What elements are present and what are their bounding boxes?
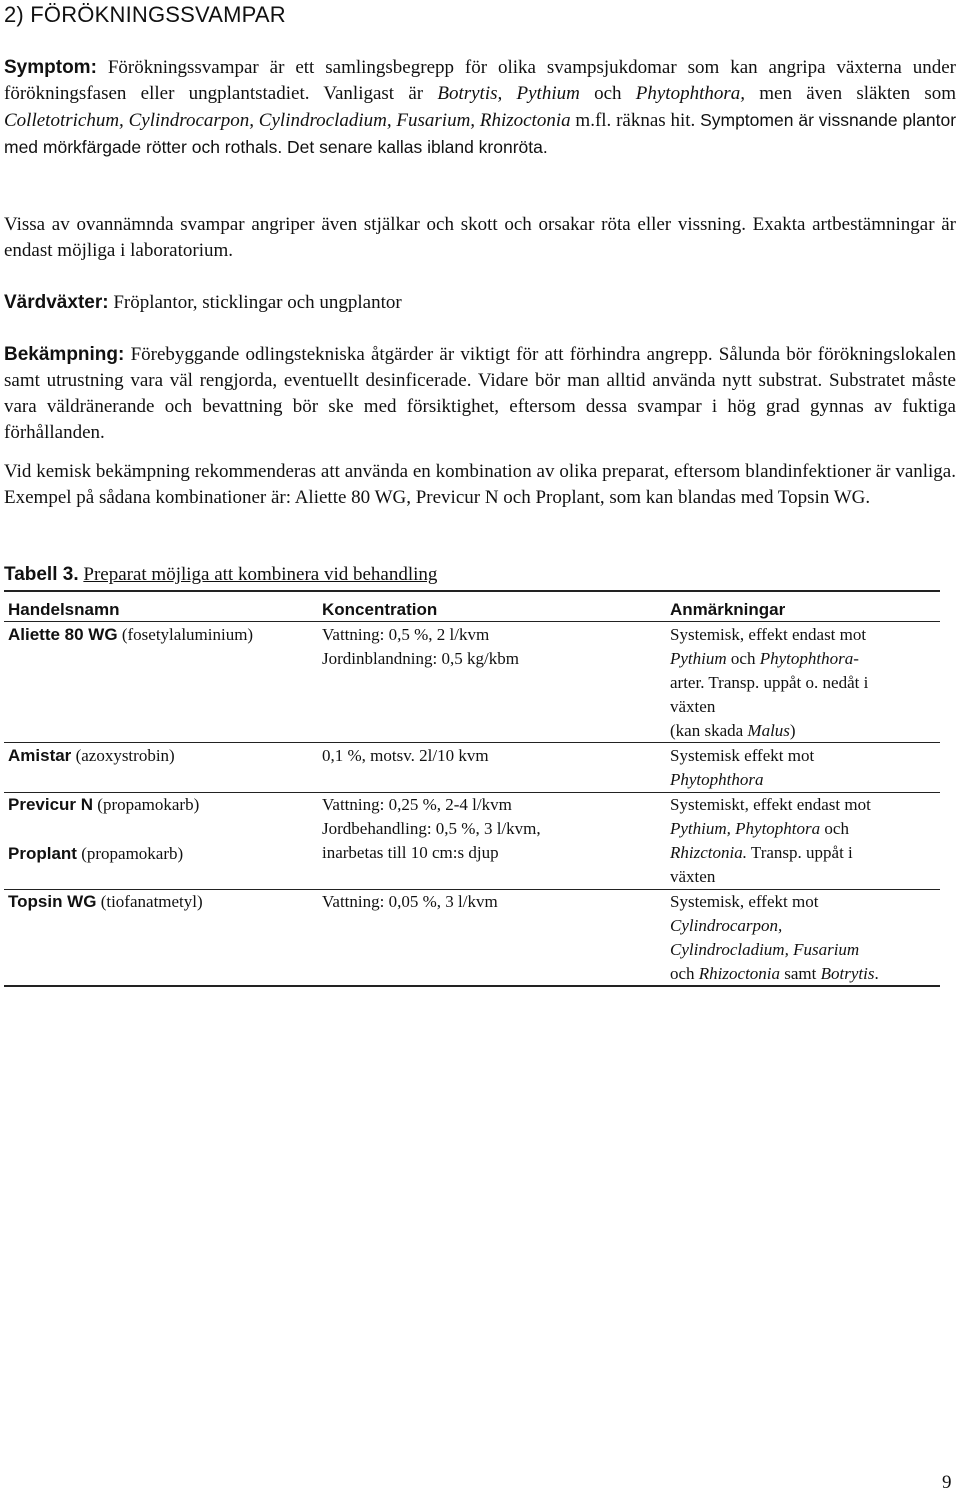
header-remarks: Anmärkningar [670, 600, 786, 619]
table-bottom-rule [4, 985, 940, 987]
remark-word: och [670, 964, 695, 983]
table-row-topsin-name [8, 890, 203, 914]
remark-line: Phytophthora [670, 770, 764, 789]
genus: Pythium [670, 649, 727, 668]
remark-line: Systemiskt, effekt endast mot [670, 795, 871, 814]
table-row-aliette-concentration [322, 623, 519, 671]
table-row-amistar-name [8, 744, 175, 768]
genus: Rhizoctonia [698, 964, 781, 983]
table-row-previcur-concentration [322, 793, 541, 865]
symptom-genus-1: Botrytis, Pythium [437, 83, 580, 104]
remark-line: Systemisk, effekt endast mot [670, 625, 867, 644]
remark-word: och [730, 649, 756, 668]
host-plants-text: Fröplantor, sticklingar och ungplantor [113, 292, 402, 313]
remark-line: Cylindrocarpon, [670, 916, 783, 935]
header-concentration: Koncentration [322, 600, 438, 619]
table-caption [4, 564, 437, 586]
page-number: 9 [942, 1472, 952, 1493]
remark-line: Cylindrocladium, Fusarium [670, 940, 860, 959]
symptom-text-3: men även släkten som [759, 83, 957, 104]
table-row-amistar-concentration [322, 744, 489, 768]
concentration-line: Vattning: 0,25 %, 2-4 l/kvm [322, 795, 512, 814]
table-row-topsin-concentration [322, 890, 498, 914]
remark-line [670, 647, 868, 671]
concentration-line: Jordbehandling: 0,5 %, 3 l/kvm, [322, 819, 541, 838]
remark-word: och [824, 819, 849, 838]
table-row-aliette-remarks [670, 623, 868, 743]
genus: Pythium, Phytophtora [670, 819, 821, 838]
remark-word: samt [784, 964, 817, 983]
symptom-paragraph [4, 55, 956, 161]
host-plants-paragraph [4, 290, 956, 316]
genus: Botrytis [820, 964, 875, 983]
genus: Malus [747, 721, 790, 740]
table-row-topsin-remarks [670, 890, 879, 986]
active-substance: (fosetylaluminium) [121, 625, 254, 644]
table-row-aliette-name [8, 623, 253, 647]
paragraph-attacks: Vissa av ovannämnda svampar angriper även stjälkar och skott och orsakar röta eller vissning. Exakta artbestämningar är endast möjliga i laboratorium. [4, 214, 956, 261]
remark-line [670, 817, 871, 841]
symptom-genus-2: Phytophthora, [635, 83, 746, 104]
control-text: Förebyggande odlingstekniska åtgärder är viktigt för att förhindra angrepp. Sålunda bör förökningslokalen samt utrustning vara väl rengjorda, eventuellt desinficerade. Vidare bör man alltid använda nytt substrat. Substratet måste vara väldränerande och bevattning bör ske med försiktighet, eftersom dessa svampar i hög grad gynnas av fuktiga förhållanden. [4, 344, 956, 443]
table-header-rule [4, 621, 940, 622]
table-caption-label: Tabell 3. [4, 564, 79, 585]
table-row-previcur-name [8, 793, 199, 817]
active-substance: (propamokarb) [97, 795, 200, 814]
active-substance: (propamokarb) [81, 844, 184, 863]
concentration-line: Vattning: 0,05 %, 3 l/kvm [322, 892, 498, 911]
active-substance: (tiofanatmetyl) [100, 892, 203, 911]
table-row-rule [4, 742, 940, 743]
remark-line: arter. Transp. uppåt o. nedåt i [670, 673, 869, 692]
control-paragraph [4, 342, 956, 446]
symptom-text-5: Symptomen är vissnande plantor med mörkfärgade rötter och rothals. Det senare kallas ibland kronröta. [4, 110, 957, 157]
remark-word: Transp. uppåt i [750, 843, 853, 862]
product-name: Aliette 80 WG [8, 625, 118, 644]
symptom-genus-list: Colletotrichum, Cylindrocarpon, Cylindrocladium, Fusarium, Rhizoctonia [4, 110, 571, 131]
remark-word: . [874, 964, 879, 983]
table-row-proplant-name [8, 842, 183, 866]
table-row-previcur-remarks [670, 793, 871, 889]
remark-line: växten [670, 697, 716, 716]
product-name: Proplant [8, 844, 77, 863]
genus: Phytophthora- [759, 649, 859, 668]
concentration-line: inarbetas till 10 cm:s djup [322, 843, 499, 862]
product-name: Topsin WG [8, 892, 97, 911]
remark-line: växten [670, 867, 716, 886]
product-name: Previcur N [8, 795, 94, 814]
host-plants-label: Värdväxter: [4, 292, 109, 313]
remark-line [670, 841, 871, 865]
concentration-line: 0,1 %, motsv. 2l/10 kvm [322, 746, 489, 765]
remark-line [670, 719, 868, 743]
concentration-line: Jordinblandning: 0,5 kg/kbm [322, 649, 519, 668]
concentration-line: Vattning: 0,5 %, 2 l/kvm [322, 625, 490, 644]
symptom-text-4: m.fl. räknas hit. [575, 110, 696, 131]
product-name: Amistar [8, 746, 72, 765]
table-top-rule [4, 590, 940, 592]
remark-line: Systemisk, effekt mot [670, 892, 819, 911]
symptom-text-2: och [594, 83, 622, 104]
table-caption-text: Preparat möjliga att kombinera vid behandling [83, 564, 438, 585]
remark-line: Systemisk effekt mot [670, 746, 815, 765]
chemical-paragraph: Vid kemisk bekämpning rekommenderas att använda en kombination av olika preparat, eftersom blandinfektioner är vanliga. Exempel på sådana kombinationer är: Aliette 80 WG, Previcur N och Proplant, som kan blandas med Topsin WG. [4, 461, 956, 508]
symptom-label: Symptom: [4, 57, 97, 78]
remark-line [670, 962, 879, 986]
symptom-text-1: Förökningssvampar är ett samlingsbegrepp för olika svampsjukdomar som kan angripa växterna under förökningsfasen eller ungplantstadiet. Vanligast är [4, 57, 956, 104]
header-trade-name: Handelsnamn [8, 600, 120, 619]
table-row-amistar-remarks [670, 744, 814, 792]
section-heading: 2) FÖRÖKNINGSSVAMPAR [4, 2, 286, 27]
control-label: Bekämpning: [4, 344, 125, 365]
remark-word: ) [789, 721, 796, 740]
genus: Rhizctonia. [670, 843, 747, 862]
remark-word: (kan skada [670, 721, 744, 740]
active-substance: (azoxystrobin) [75, 746, 175, 765]
